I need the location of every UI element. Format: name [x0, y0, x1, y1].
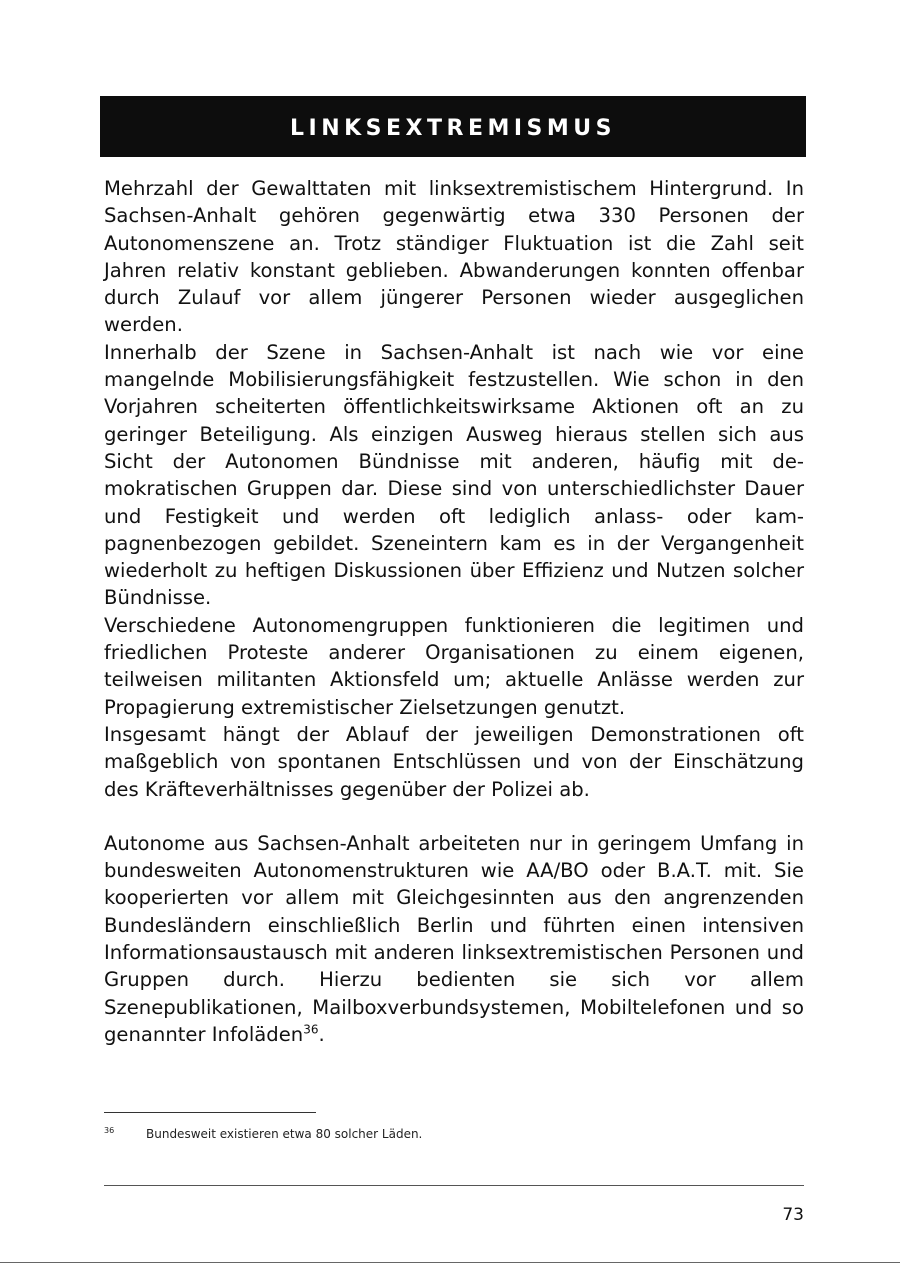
paragraph-with-footnote [104, 830, 804, 1048]
footnote-text: Bundesweit existieren etwa 80 solcher Läden. [146, 1127, 423, 1141]
bottom-rule [104, 1185, 804, 1186]
page-edge-rule [0, 1262, 900, 1263]
footnote [104, 1126, 804, 1142]
chapter-header-bar [100, 96, 806, 157]
paragraph: Mehrzahl der Gewalttaten mit linksextremistischem Hintergrund. In Sachsen-Anhalt gehören gegenwärtig etwa 330 Personen der Autonomenszene an. Trotz ständiger Fluktuation ist die Zahl seit Jahren relativ konstant geblieben. Abwanderungen konnten offenbar durch Zulauf vor allem jüngerer Personen wieder ausgeglichen werden. [104, 177, 804, 337]
paragraph: Insgesamt hängt der Ablauf der jeweiligen Demonstrationen oft maßgeblich von spontanen Entschlüssen und von der Einschätzung des Kräfteverhältnisses gegenüber der Polizei ab. [104, 722, 804, 801]
footnote-separator [104, 1112, 316, 1113]
paragraph: Verschiedene Autonomengruppen funktionieren die legitimen und friedlichen Proteste anderer Organisationen zu einem eigenen, teilweisen militanten Aktionsfeld um; aktuelle Anlässe werden zur Propagierung extremistischer Zielsetzungen genutzt. [104, 613, 804, 719]
chapter-title: LINKSEXTREMISMUS [290, 116, 616, 141]
footnote-reference[interactable]: 36 [303, 1022, 319, 1037]
footnote-mark: 36 [104, 1126, 115, 1135]
paragraph-end-period: . [318, 1022, 325, 1046]
body-text [104, 175, 804, 1048]
paragraph-text: Autonome aus Sachsen-Anhalt arbeiteten nur in geringem Umfang in bundesweiten Autonomenstrukturen wie AA/BO oder B.A.T. mit. Sie kooperierten vor allem mit Gleichgesinnten aus den angrenzenden Bundesländern einschließlich Berlin und führten einen intensiven Informationsaustausch mit anderen linksextremistischen Personen und Gruppen durch. Hierzu bedienten sie sich vor allem Szenepublikationen, Mailboxverbundsystemen, Mobiltelefonen und so genannter Infoläden [104, 831, 804, 1046]
paragraph: Innerhalb der Szene in Sachsen-Anhalt ist nach wie vor eine mangelnde Mobilisierungsfähigkeit festzustellen. Wie schon in den Vorjahren scheiterten öffentlichkeitswirksame Aktionen oft an zu geringer Beteiligung. Als einzigen Ausweg hieraus stellen sich aus Sicht der Autonomen Bündnisse mit anderen, häufig mit demokratischen Gruppen dar. Diese sind von unterschiedlichster Dauer und Festigkeit und werden oft lediglich anlass- oder kampagnenbezogen gebildet. Szeneintern kam es in der Vergangenheit wiederholt zu heftigen Diskussionen über Effizienz und Nutzen solcher Bündnisse. [104, 340, 804, 610]
page-number: 73 [782, 1205, 804, 1225]
